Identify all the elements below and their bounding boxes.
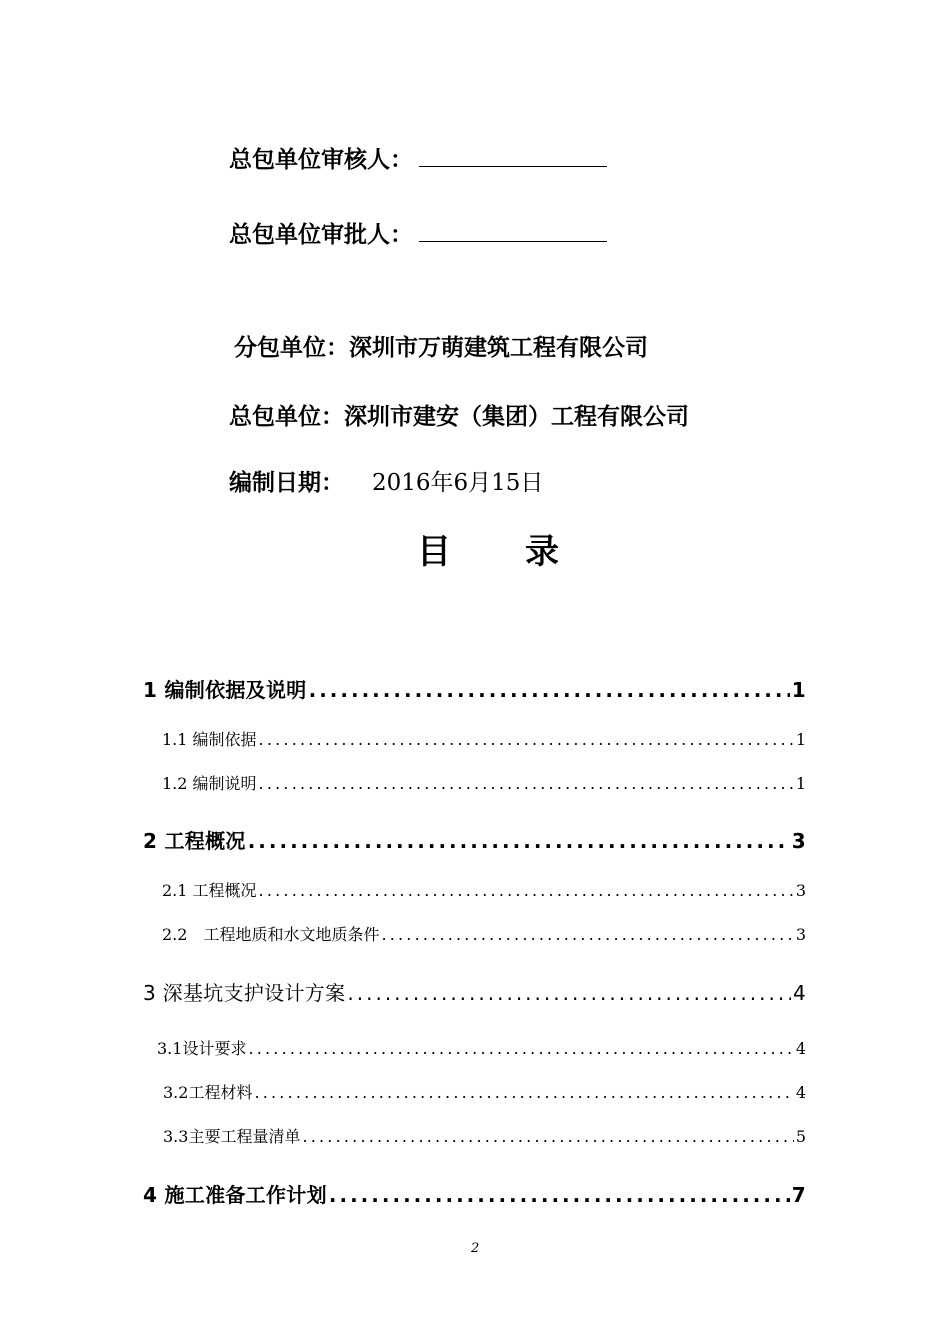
approver-label: 总包单位审批人： [229,222,413,248]
toc-entry-page: 4 [795,1039,806,1058]
toc-entry-label: 3.3主要工程量清单 [163,1127,301,1146]
date-value: 2016年6月15日 [372,470,544,496]
toc-entry-label: 2.1 工程概况 [162,881,257,900]
toc-entry[interactable] [162,727,806,750]
toc-entry-page: 1 [791,678,806,702]
toc-entry[interactable] [162,771,806,794]
date-label: 编制日期： [229,470,344,496]
toc-entry-page: 3 [795,925,806,944]
compile-date-line [229,464,543,497]
toc-entry-label: 2 工程概况 [143,829,246,853]
toc-entry-label: 3 深基坑支护设计方案 [143,981,346,1005]
toc-entry-page: 1 [795,774,806,793]
toc-entry-page: 5 [795,1127,806,1146]
toc-entry-label: 1.1 编制依据 [162,730,257,749]
subcontractor-line: 分包单位：深圳市万萌建筑工程有限公司 [234,335,648,361]
toc-entry[interactable] [143,1179,806,1208]
approver-blank [419,221,607,242]
toc-entry-page: 3 [791,829,806,853]
toc-entry[interactable] [157,1036,806,1059]
toc-entry-page: 4 [795,1083,806,1102]
toc-entry-label: 4 施工准备工作计划 [143,1183,327,1207]
toc-title [417,524,579,573]
toc-entry[interactable] [143,674,806,703]
toc-entry-page: 3 [795,881,806,900]
reviewer-blank [419,146,607,167]
toc-entry-label: 3.2工程材料 [163,1083,253,1102]
toc-entry[interactable] [163,1124,806,1147]
toc-entry[interactable] [143,825,806,854]
toc-title-text: 目 录 [417,532,579,572]
toc-entry-page: 4 [792,981,806,1005]
toc-entry-page: 7 [791,1183,806,1207]
approver-signature-line [229,216,607,249]
reviewer-label: 总包单位审核人： [229,147,413,173]
toc-entry-page: 1 [795,730,806,749]
toc-entry-label: 1 编制依据及说明 [143,678,307,702]
toc-entry-label: 3.1设计要求 [157,1039,247,1058]
general-contractor-line: 总包单位：深圳市建安（集团）工程有限公司 [229,404,689,430]
toc-entry[interactable] [143,977,806,1006]
reviewer-signature-line [229,141,607,174]
toc-entry[interactable] [162,878,806,901]
toc-entry-label: 1.2 编制说明 [162,774,257,793]
page-number: 2 [471,1241,480,1256]
toc-entry-label: 2.2 工程地质和水文地质条件 [162,925,380,944]
toc-entry[interactable] [163,1080,806,1103]
toc-entry[interactable] [162,922,806,945]
